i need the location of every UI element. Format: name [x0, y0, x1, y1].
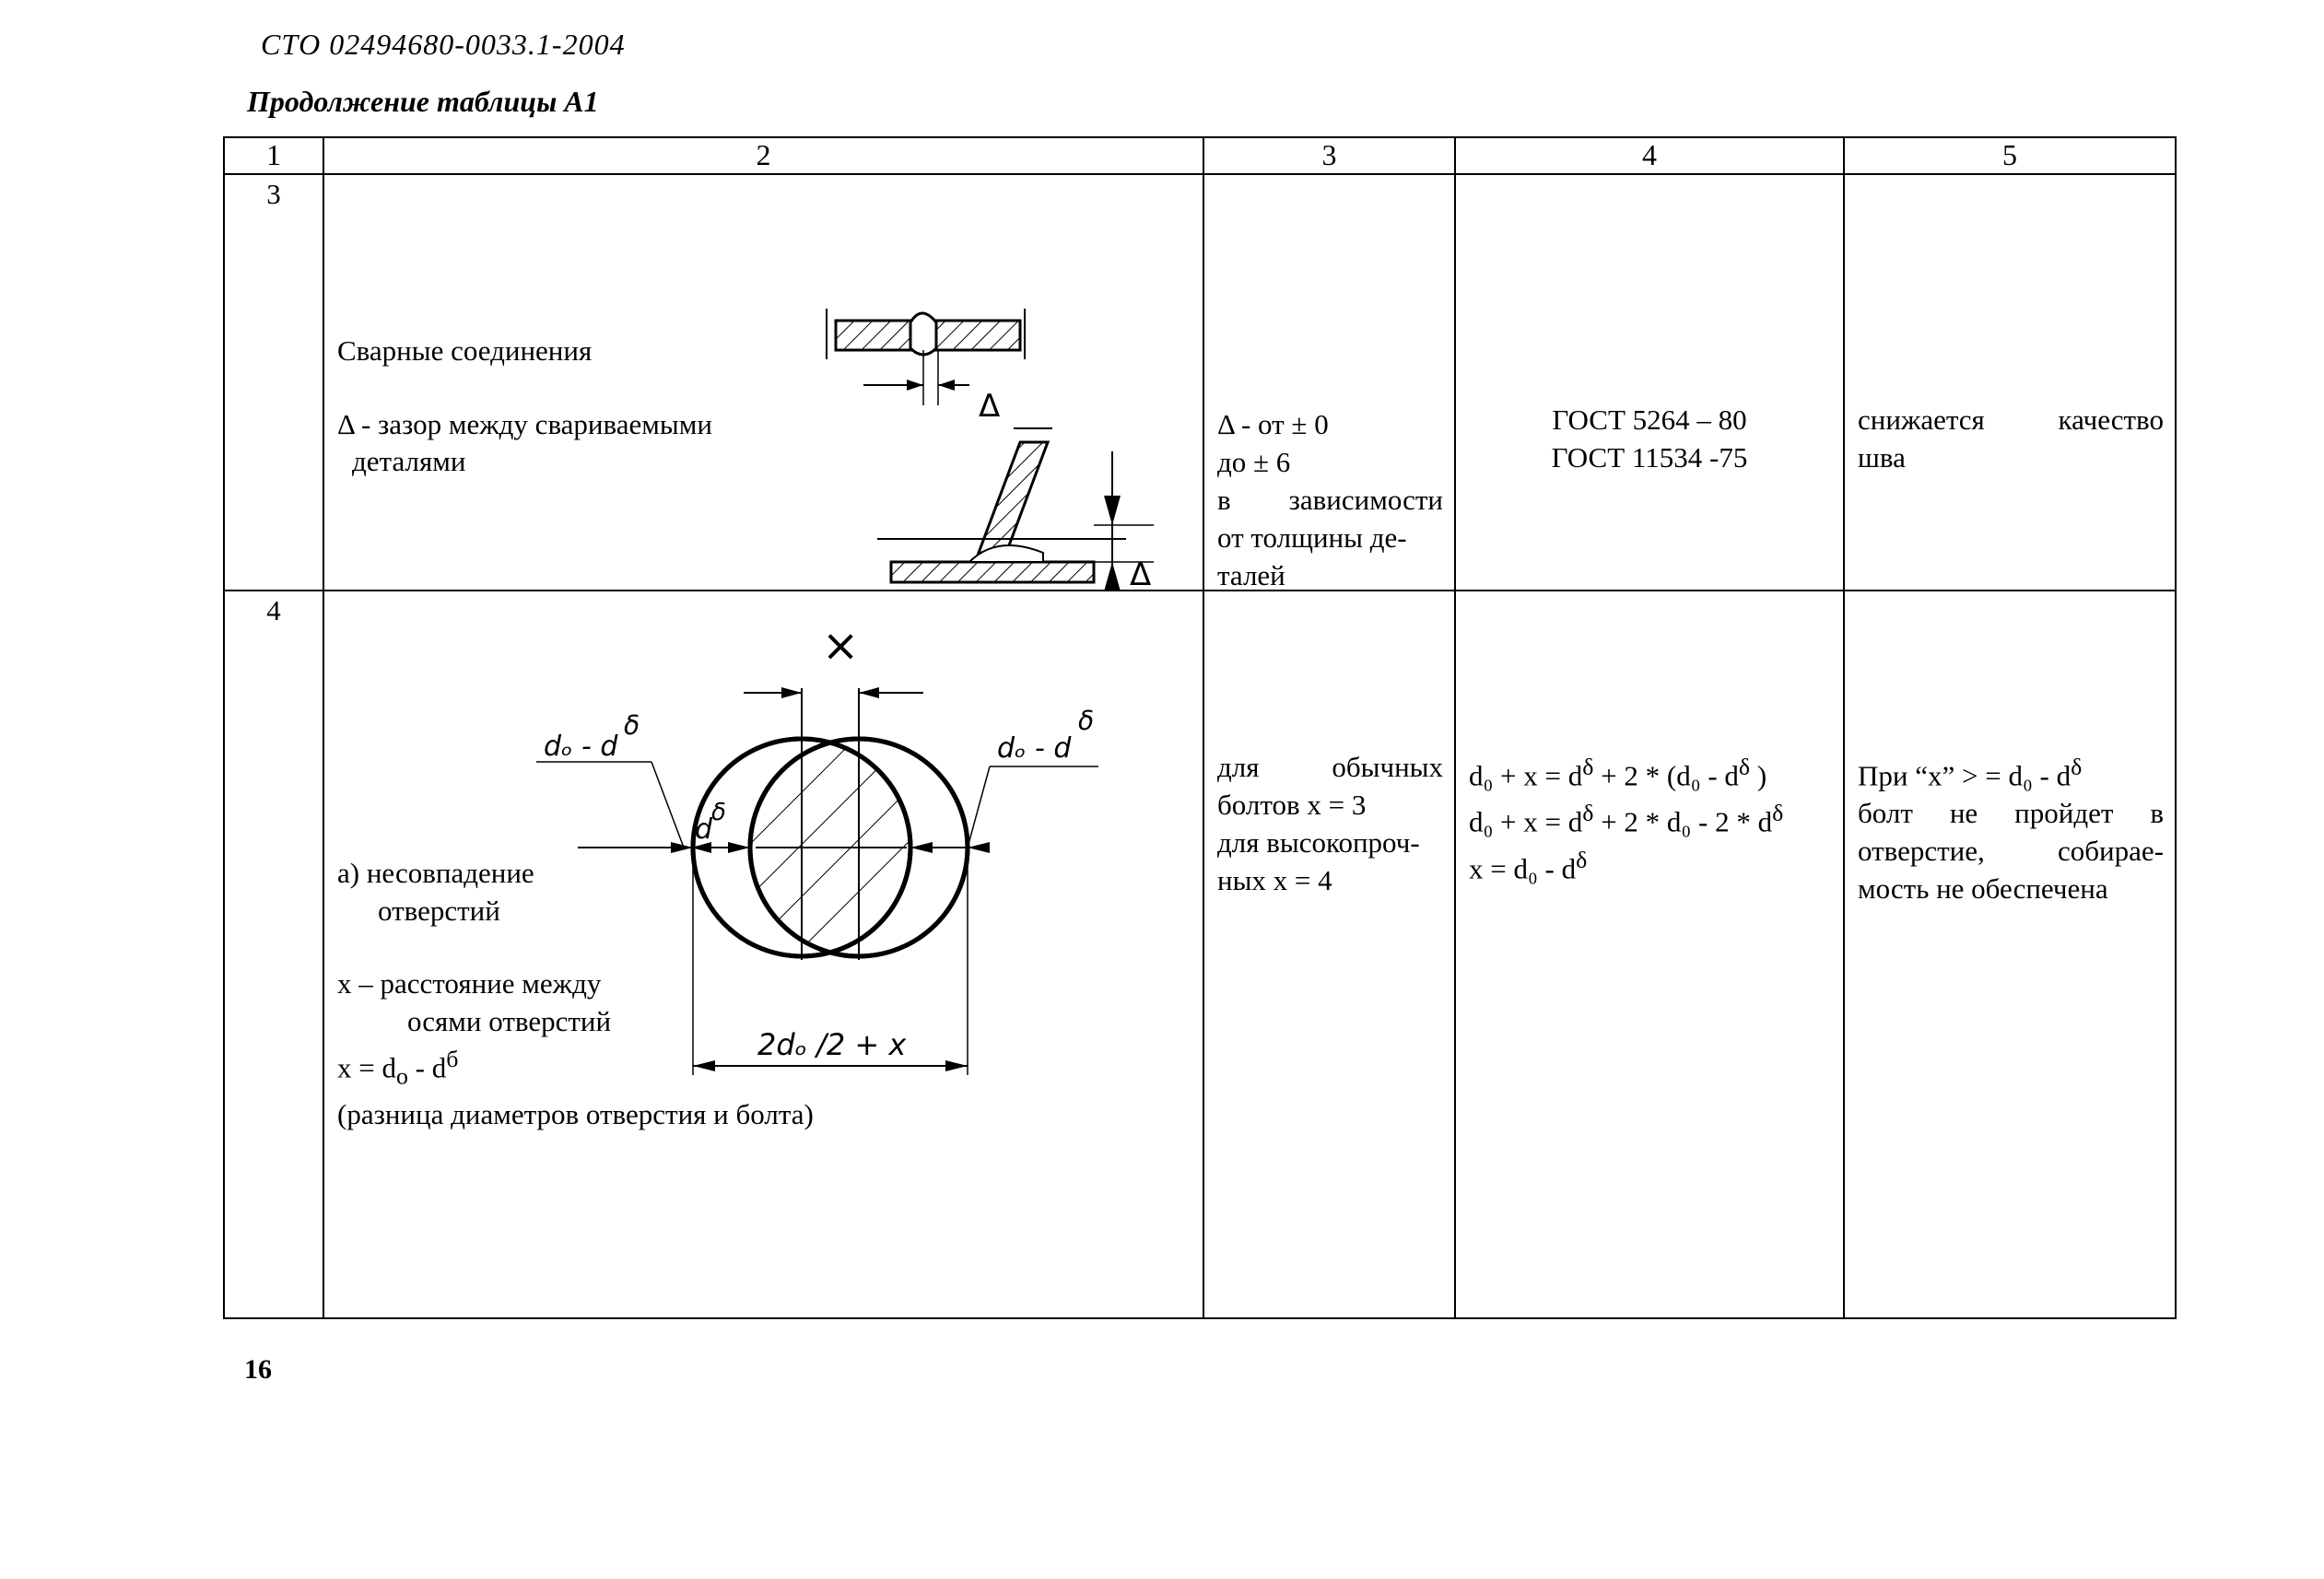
bottom-dimension-label: 2dₒ /2 + x — [757, 1027, 907, 1062]
text-line: от толщины де- — [1217, 521, 1407, 554]
table-caption: Продолжение таблицы А1 — [247, 85, 599, 118]
text-line: ГОСТ 5264 – 80 — [1552, 404, 1747, 436]
table-header-row — [224, 137, 2176, 174]
text-line: (разница диаметров отверстия и болта) — [337, 1097, 814, 1130]
formula-part: о — [395, 1062, 408, 1090]
formula-line: $d_0 + x = d^\delta + 2 * d_0 - 2 * d^\delta$ — [1469, 800, 1784, 838]
row-number: 3 — [224, 174, 323, 591]
text-line: шва — [1858, 441, 1906, 474]
consequence-text — [1858, 748, 2164, 907]
item-text — [337, 854, 534, 930]
requirements-table — [223, 136, 2177, 1319]
text-line: ГОСТ 11534 -75 — [1551, 441, 1748, 474]
cell-consequence — [1844, 591, 2176, 1318]
cell-consequence — [1844, 174, 2176, 591]
text-line: осями отверстий — [407, 1005, 612, 1037]
text-line: Δ - от ± 0 — [1217, 408, 1329, 440]
text-line: При “х” > = $d_0 - d^\delta$ — [1858, 754, 2083, 792]
formula-part: б — [446, 1046, 459, 1072]
hole-misalignment-drawing — [324, 591, 1204, 1317]
delta-superscript: δ — [711, 799, 726, 826]
formula-line: $d_0 + x = d^\delta + 2 * (d_0 - d^\delta$ ) — [1469, 754, 1767, 792]
cell-tolerance — [1203, 591, 1455, 1318]
text-line: для высокопроч- — [1217, 826, 1420, 859]
table-row — [224, 591, 2176, 1318]
cell-formulas — [1455, 591, 1844, 1318]
cell-description — [323, 591, 1203, 1318]
document-code: СТО 02494680-0033.1-2004 — [261, 28, 626, 61]
text-line: для обычных — [1217, 751, 1443, 783]
formula-part: - d — [407, 1051, 447, 1084]
text-line: в зависимости — [1217, 484, 1443, 516]
text-line: а) несовпадение — [337, 857, 534, 889]
weld-joint-drawing — [324, 175, 1204, 593]
column-header: 5 — [1844, 137, 2176, 174]
delta-label: Δ — [979, 388, 1001, 425]
delta-superscript: δ — [624, 710, 640, 741]
text-line: талей — [1217, 559, 1285, 591]
column-header: 4 — [1455, 137, 1844, 174]
delta-label: Δ — [1130, 556, 1152, 593]
text-line: болт не пройдет в — [1858, 797, 2164, 830]
consequence-text — [1858, 401, 2164, 476]
table-row — [224, 174, 2176, 591]
text-line: болтов х = 3 — [1217, 789, 1367, 821]
weld-definition-line: Δ - зазор между свариваемыми — [337, 408, 712, 440]
formula-part: х = d — [337, 1051, 396, 1084]
tolerance-text — [1217, 405, 1443, 594]
text-line: х – расстояние между — [337, 967, 602, 1000]
x-definition — [337, 965, 814, 1133]
tolerance-text — [1217, 748, 1443, 899]
text-line: мость не обеспечена — [1858, 872, 2108, 906]
cell-standards — [1455, 174, 1844, 591]
text-line: снижается качество — [1858, 404, 2164, 436]
left-dimension-label: dₒ - d — [544, 731, 618, 763]
text-line: ных х = 4 — [1217, 864, 1332, 896]
formula-text — [1469, 748, 1783, 887]
weld-title: Сварные соединения — [337, 334, 593, 367]
text-line: отверстие, собирае- — [1858, 835, 2164, 868]
formula-line: $x = d_0 - d^\delta$ — [1469, 846, 1588, 884]
bolt-diameter-label: d — [695, 813, 713, 846]
cell-tolerance — [1203, 174, 1455, 591]
right-dimension-label: dₒ - d — [997, 732, 1072, 765]
column-header: 2 — [323, 137, 1203, 174]
standards-text — [1456, 401, 1843, 476]
page-number: 16 — [244, 1354, 272, 1385]
column-header: 1 — [224, 137, 323, 174]
column-header: 3 — [1203, 137, 1455, 174]
cell-description — [323, 174, 1203, 591]
formula-line — [337, 1040, 814, 1095]
text-line: до ± 6 — [1217, 446, 1291, 478]
weld-definition-line: деталями — [352, 445, 466, 477]
row-number: 4 — [224, 591, 323, 1318]
delta-superscript: δ — [1078, 706, 1095, 736]
x-label: × — [822, 620, 860, 672]
text-line: отверстий — [378, 895, 500, 927]
